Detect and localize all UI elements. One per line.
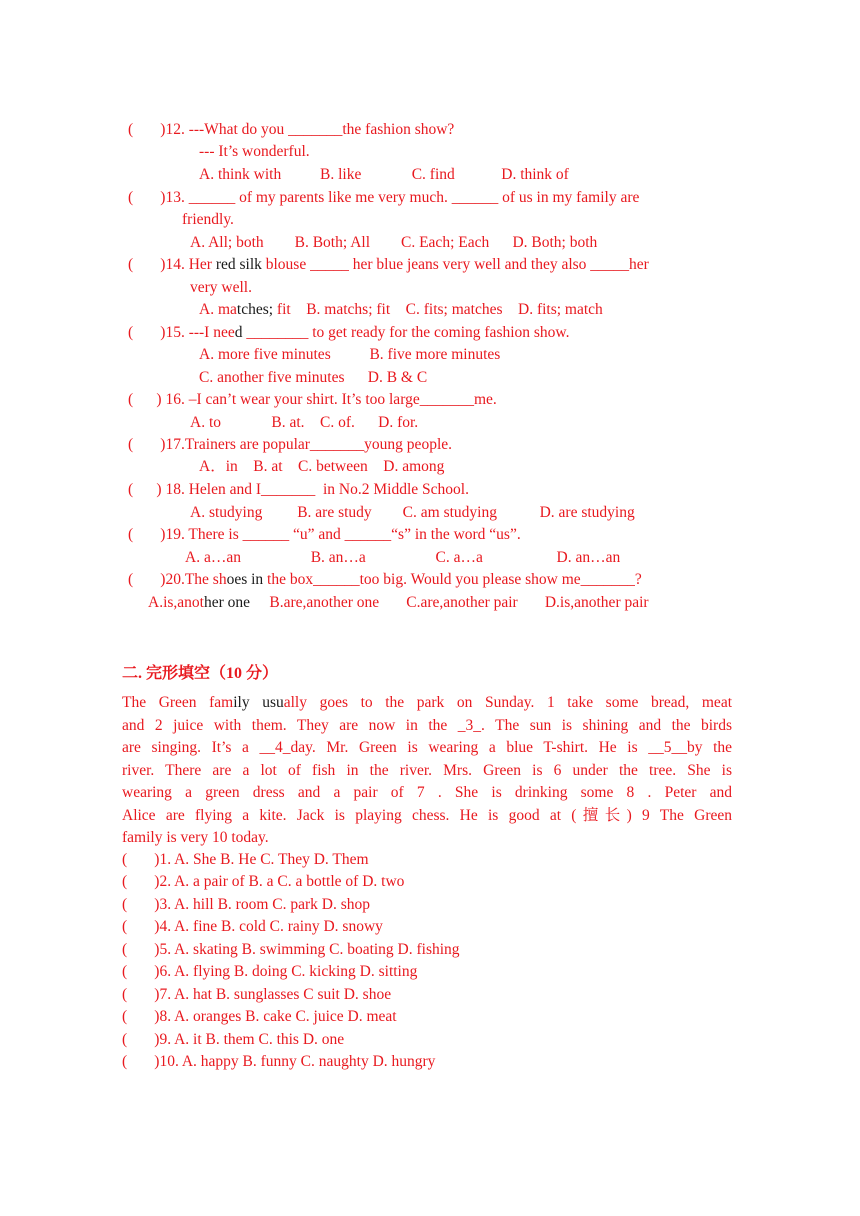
question-line: A.is,another one B.are,another one C.are,another pair D.is,another pair <box>148 594 649 611</box>
passage-line: Alice are flying a kite. Jack is playing chess. He is good at (擅长) 9 The Green <box>122 806 732 824</box>
question-line: A. All; both B. Both; All C. Each; Each D. Both; both <box>190 234 598 251</box>
question-line: A. think with B. like C. find D. think of <box>199 166 569 183</box>
question-line: A. a…an B. an…a C. a…a D. an…an <box>185 549 621 566</box>
question-line: --- It’s wonderful. <box>199 143 310 160</box>
cloze-question: ( )3. A. hill B. room C. park D. shop <box>122 896 370 913</box>
question-stem: ( )14. Her red silk blouse _____ her blue jeans very well and they also _____her <box>128 256 649 273</box>
cloze-question: ( )8. A. oranges B. cake C. juice D. meat <box>122 1008 397 1025</box>
cloze-question: ( )7. A. hat B. sunglasses C suit D. shoe <box>122 986 392 1003</box>
passage-line: The Green family usually goes to the park on Sunday. 1 take some bread, meat <box>122 694 733 711</box>
cloze-question: ( )2. A. a pair of B. a C. a bottle of D. two <box>122 873 405 890</box>
passage-line: and 2 juice with them. They are now in the _3_. The sun is shining and the birds <box>122 716 732 734</box>
question-line: C. another five minutes D. B & C <box>199 369 428 386</box>
question-line: A. to B. at. C. of. D. for. <box>190 414 419 431</box>
question-line: A. studying B. are study C. am studying D. are studying <box>190 504 635 521</box>
question-line: A．in B. at C. between D. among <box>199 458 445 475</box>
passage-line: are singing. It’s a __4_day. Mr. Green is wearing a blue T-shirt. He is __5__by the <box>122 739 732 756</box>
question-stem: ( )15. ---I need ________ to get ready for the coming fashion show. <box>128 324 570 341</box>
cloze-heading: 二. 完形填空（10 分） <box>122 665 279 682</box>
question-stem: ( )13. ______ of my parents like me very much. ______ of us in my family are <box>128 189 640 206</box>
question-stem: ( )19. There is ______ “u” and ______“s” in the word “us”. <box>128 526 521 543</box>
question-stem: ( )12. ---What do you _______the fashion show? <box>128 121 455 138</box>
cloze-question: ( )4. A. fine B. cold C. rainy D. snowy <box>122 918 383 935</box>
question-stem: ( ) 16. –I can’t wear your shirt. It’s too large_______me. <box>128 391 497 408</box>
cloze-question: ( )10. A. happy B. funny C. naughty D. hungry <box>122 1053 436 1070</box>
passage-line: river. There are a lot of fish in the river. Mrs. Green is 6 under the tree. She is <box>122 761 732 779</box>
passage-line: family is very 10 today. <box>122 829 269 846</box>
cloze-question: ( )6. A. flying B. doing C. kicking D. sitting <box>122 963 418 980</box>
question-line: very well. <box>190 279 252 296</box>
cloze-question: ( )5. A. skating B. swimming C. boating D. fishing <box>122 941 460 958</box>
question-line: A. more five minutes B. five more minutes <box>199 346 501 363</box>
question-stem: ( )17.Trainers are popular_______young people. <box>128 436 453 453</box>
question-stem: ( ) 18. Helen and I_______ in No.2 Middle School. <box>128 481 469 498</box>
cloze-passage <box>122 692 732 850</box>
question-line: friendly. <box>182 211 234 228</box>
passage-line: wearing a green dress and a pair of 7 . She is drinking some 8 . Peter and <box>122 784 732 801</box>
question-line: A. matches; fit B. matchs; fit C. fits; matches D. fits; match <box>199 301 603 318</box>
cloze-question: ( )1. A. She B. He C. They D. Them <box>122 851 369 868</box>
question-stem: ( )20.The shoes in the box______too big. Would you please show me_______? <box>128 571 642 588</box>
cloze-question: ( )9. A. it B. them C. this D. one <box>122 1031 345 1048</box>
